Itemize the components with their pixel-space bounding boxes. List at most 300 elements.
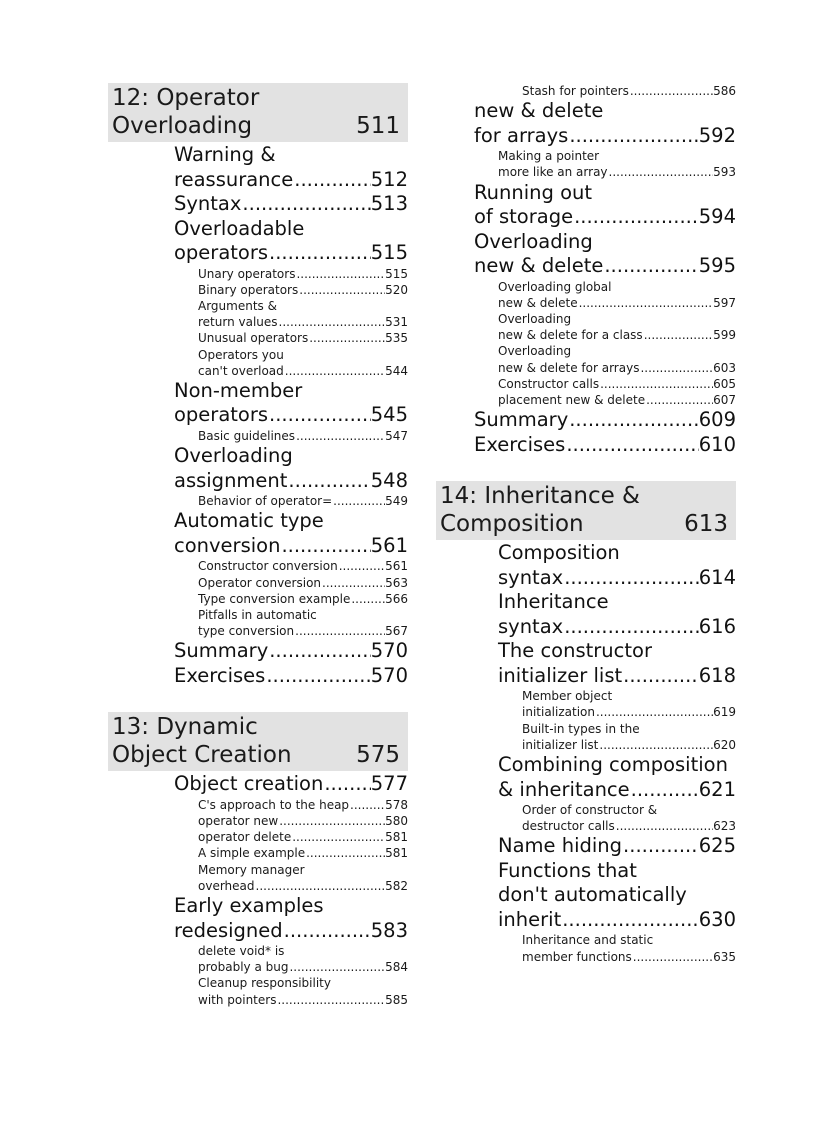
subentry-page: 544 <box>385 363 408 378</box>
subentry-line <box>198 575 408 591</box>
entry-title: for arrays <box>474 123 569 147</box>
toc-subentry <box>474 376 736 392</box>
subentry-title: new & delete <box>498 295 578 310</box>
entry-title-line: Warning & <box>174 143 276 166</box>
subentry-line <box>498 164 736 180</box>
subentry-title-line: Making a pointer <box>498 149 600 164</box>
toc-subentry <box>174 298 408 330</box>
toc-subentry <box>174 266 408 282</box>
subentry-page: 599 <box>713 328 736 343</box>
subentry-page: 582 <box>385 878 408 893</box>
dot-leader <box>598 737 713 753</box>
entry-page: 515 <box>370 241 408 264</box>
toc-entry <box>474 408 736 433</box>
dot-leader <box>288 959 385 975</box>
toc-entry <box>174 772 408 797</box>
subentry-line <box>198 623 408 639</box>
subentry-title-line: Built-in types in the <box>522 721 640 736</box>
subentry-page: 563 <box>385 575 408 590</box>
toc-entry-group <box>474 181 736 230</box>
dot-leader <box>283 919 371 944</box>
dot-leader <box>622 834 699 859</box>
dot-leader <box>568 408 699 433</box>
subentry-title: with pointers <box>198 992 277 1007</box>
entry-line <box>498 664 736 689</box>
chapter-title-line1: 12: Operator <box>112 85 260 111</box>
entry-title: & inheritance <box>498 777 630 801</box>
subentry-line <box>198 282 408 298</box>
toc-subentry <box>498 83 736 99</box>
subentry-page: 635 <box>713 949 736 964</box>
toc-entry <box>474 99 736 148</box>
subentry-title: Behavior of operator= <box>198 494 333 509</box>
entry-title: syntax <box>498 565 564 589</box>
dot-leader <box>639 360 713 376</box>
toc-entry <box>474 230 736 279</box>
entry-line <box>474 433 736 458</box>
entry-page: 625 <box>698 834 736 858</box>
dot-leader <box>332 493 385 509</box>
toc-subentry <box>498 802 736 834</box>
toc-entry <box>174 444 408 493</box>
toc-entry <box>498 541 736 590</box>
subentry-title-line: Pitfalls in automatic <box>198 607 317 622</box>
subentry-title: Binary operators <box>198 282 299 297</box>
entry-title-line: Functions that <box>498 858 637 882</box>
entry-title-line: Running out <box>474 180 593 204</box>
entry-line <box>174 534 408 559</box>
entry-page: 512 <box>370 167 408 191</box>
toc-subentry <box>474 279 736 311</box>
subentry-title-line: Member object <box>522 689 613 704</box>
entry-title-line: Overloading <box>474 229 593 253</box>
toc-subentry <box>174 829 408 845</box>
subentry-title: placement new & delete <box>498 393 646 408</box>
subentry-title: Constructor calls <box>498 376 600 391</box>
entry-page: 583 <box>370 918 408 942</box>
subentry-line <box>198 314 408 330</box>
subentry-title: Type conversion example <box>198 591 351 606</box>
entry-title-line: Non-member <box>174 378 303 402</box>
dot-leader <box>241 192 370 217</box>
entry-title: Name hiding <box>498 834 623 858</box>
subentry-title: initialization <box>522 705 595 720</box>
entry-line <box>174 772 408 797</box>
chapter-title-line1: 13: Dynamic <box>112 714 258 741</box>
entry-page: 610 <box>698 432 736 456</box>
toc-subentry <box>174 607 408 639</box>
chapter-title-line2: Overloading <box>112 113 253 139</box>
subentry-line <box>198 959 408 975</box>
dot-leader <box>268 403 371 428</box>
entry-line <box>498 778 736 803</box>
dot-leader <box>276 992 385 1008</box>
entry-line <box>474 254 736 279</box>
chapter-heading-13 <box>108 712 408 771</box>
subentry-title: overhead <box>198 878 255 893</box>
subentry-title: Unary operators <box>198 266 296 281</box>
entry-title: assignment <box>174 468 288 492</box>
subentry-title: type conversion <box>198 624 295 639</box>
subentry-title: A simple example <box>198 846 306 861</box>
subentry-page: 581 <box>385 830 408 845</box>
subentry-line <box>522 818 736 834</box>
toc-subentry <box>474 148 736 180</box>
subentry-title: Operator conversion <box>198 575 322 590</box>
toc-subentry <box>474 343 736 375</box>
dot-leader <box>323 772 370 797</box>
chapter-12-entries <box>108 143 408 688</box>
toc-subentry <box>474 392 736 408</box>
entry-page: 545 <box>370 403 408 427</box>
entry-title: conversion <box>174 533 281 557</box>
chapter-14-entries <box>436 541 736 965</box>
entry-title-line: The constructor <box>498 639 652 663</box>
entry-title-line: Overloading <box>174 444 293 468</box>
dot-leader <box>599 376 713 392</box>
subentry-page: 605 <box>713 376 736 391</box>
dot-leader <box>265 664 370 689</box>
subentry-title: destructor calls <box>522 819 615 834</box>
toc-subentry <box>174 428 408 444</box>
dot-leader <box>308 330 385 346</box>
dot-leader <box>561 908 699 933</box>
subentry-page: 603 <box>713 360 736 375</box>
entry-page: 592 <box>698 123 736 147</box>
toc-entry-group <box>474 433 736 458</box>
toc-subentry <box>174 975 408 1007</box>
toc-subentry <box>174 845 408 861</box>
toc-subentry <box>174 591 408 607</box>
entry-line <box>474 124 736 149</box>
entry-title: Exercises <box>474 432 566 456</box>
subentry-page: 586 <box>713 84 736 98</box>
chapter-heading-14 <box>436 481 736 540</box>
dot-leader <box>293 168 371 193</box>
chapter-title-line2: Object Creation <box>112 742 292 769</box>
dot-leader <box>284 363 385 379</box>
subentry-page: 547 <box>385 428 408 443</box>
toc-subentry <box>174 862 408 894</box>
subentry-line <box>198 428 408 444</box>
toc-subentry <box>174 813 408 829</box>
subentry-page: 531 <box>385 315 408 330</box>
toc-subentry <box>474 311 736 343</box>
entry-line <box>174 241 408 266</box>
dot-leader <box>578 295 714 311</box>
subentry-title: can't overload <box>198 363 284 378</box>
entry-title: Summary <box>474 408 569 432</box>
entry-title: redesigned <box>174 918 283 942</box>
entry-line <box>474 408 736 433</box>
toc-entry <box>174 217 408 266</box>
dot-leader <box>563 615 699 640</box>
subentry-title-line: Inheritance and static <box>522 933 654 948</box>
entry-line <box>174 469 408 494</box>
subentry-title-line: Memory manager <box>198 862 305 877</box>
dot-leader <box>603 254 698 279</box>
entry-page: 570 <box>370 663 408 687</box>
entry-page: 609 <box>698 408 736 432</box>
chapter-page: 511 <box>356 113 400 139</box>
subentry-line <box>198 493 408 509</box>
dot-leader <box>291 829 385 845</box>
subentry-title-line: Overloading <box>498 312 572 327</box>
toc-subentry <box>498 688 736 720</box>
entry-page: 513 <box>370 192 408 215</box>
entry-title-line: Inheritance <box>498 590 609 614</box>
entry-title: reassurance <box>174 167 294 191</box>
subentry-line <box>498 327 736 343</box>
entry-page: 621 <box>698 777 736 801</box>
subentry-line <box>198 829 408 845</box>
dot-leader <box>280 534 370 559</box>
entry-title: syntax <box>498 614 564 638</box>
entry-line <box>174 192 408 217</box>
subentry-title-line: Operators you <box>198 347 284 362</box>
toc-subentry <box>498 932 736 964</box>
entry-page: 618 <box>698 663 736 687</box>
subentry-page: 581 <box>385 846 408 861</box>
subentry-title: Basic guidelines <box>198 428 296 443</box>
entry-title: Summary <box>174 639 269 663</box>
dot-leader <box>298 282 385 298</box>
toc-entry-group <box>474 230 736 409</box>
chapter-13-entries-continued <box>436 83 736 457</box>
entry-page: 616 <box>698 614 736 638</box>
toc-entry <box>498 859 736 933</box>
dot-leader <box>295 266 385 282</box>
entry-line <box>174 403 408 428</box>
subentry-page: 515 <box>385 266 408 281</box>
dot-leader <box>350 591 385 607</box>
subentry-title-line: Overloading global <box>498 279 612 294</box>
entry-title-line: don't automatically <box>498 883 687 907</box>
entry-line <box>498 615 736 640</box>
entry-line <box>498 908 736 933</box>
entry-title: operators <box>174 403 269 427</box>
toc-subentry <box>174 575 408 591</box>
subentry-line <box>198 363 408 379</box>
subentry-line <box>522 949 736 965</box>
subentry-title: more like an array <box>498 165 608 180</box>
entry-line <box>498 834 736 859</box>
entry-title-line: Automatic type <box>174 509 324 533</box>
dot-leader <box>645 392 713 408</box>
toc-entry <box>498 639 736 688</box>
dot-leader <box>349 797 385 813</box>
subentry-page: 520 <box>385 282 408 297</box>
subentry-title: Constructor conversion <box>198 559 338 574</box>
entry-page: 570 <box>370 639 408 663</box>
entry-title-line: Combining composition <box>498 753 728 777</box>
entry-title: initializer list <box>498 663 623 687</box>
dot-leader <box>573 205 699 230</box>
subentry-title-line: Arguments & <box>198 298 277 313</box>
subentry-line <box>522 83 736 99</box>
dot-leader <box>643 327 713 343</box>
dot-leader <box>287 469 370 494</box>
entry-page: 594 <box>698 205 736 229</box>
toc-entry <box>174 379 408 428</box>
dot-leader <box>278 314 386 330</box>
subentry-title: Unusual operators <box>198 331 309 346</box>
subentry-line <box>198 878 408 894</box>
subentry-title: initializer list <box>522 737 599 752</box>
entry-line <box>174 919 408 944</box>
subentry-line <box>198 813 408 829</box>
toc-entry <box>474 433 736 458</box>
subentry-title-line: Order of constructor & <box>522 803 658 818</box>
subentry-page: 593 <box>713 165 736 180</box>
entry-line <box>498 566 736 591</box>
entry-title-line: new & delete <box>474 99 604 123</box>
subentry-line <box>198 845 408 861</box>
toc-subentry <box>174 493 408 509</box>
toc-column-right <box>436 83 736 965</box>
subentry-title: operator new <box>198 814 279 829</box>
toc-entry-group <box>474 408 736 433</box>
chapter-page: 613 <box>684 511 728 538</box>
dot-leader <box>268 241 371 266</box>
subentry-title: probably a bug <box>198 960 289 975</box>
subentry-title-line: Overloading <box>498 344 572 359</box>
entry-page: 630 <box>698 907 736 931</box>
subentry-line <box>498 392 736 408</box>
dot-leader <box>622 664 699 689</box>
entry-title: operators <box>174 241 269 264</box>
chapter-13-entries <box>108 772 408 1008</box>
subentry-title: member functions <box>522 949 632 964</box>
subentry-page: 597 <box>713 295 736 310</box>
subentry-line <box>198 992 408 1008</box>
subentry-line <box>198 266 408 282</box>
subentry-line <box>198 591 408 607</box>
entry-line <box>174 664 408 689</box>
entry-title: Object creation <box>174 772 324 796</box>
entry-page: 548 <box>370 468 408 492</box>
toc-subentry <box>174 797 408 813</box>
dot-leader <box>294 623 385 639</box>
dot-leader <box>563 566 699 591</box>
entry-title: Syntax <box>174 192 242 215</box>
chapter-heading-12 <box>108 83 408 142</box>
entry-page: 577 <box>370 772 408 796</box>
toc-entry <box>174 192 408 217</box>
toc-entry-group <box>474 99 736 180</box>
dot-leader <box>632 949 713 965</box>
subentry-page: 584 <box>385 960 408 975</box>
toc-entry <box>174 894 408 943</box>
entry-page: 595 <box>698 254 736 278</box>
subentry-page: 561 <box>385 559 408 574</box>
toc-subentry <box>174 347 408 379</box>
chapter-page: 575 <box>356 742 400 769</box>
subentry-page: 580 <box>385 814 408 829</box>
subentry-title: Stash for pointers <box>522 84 629 98</box>
toc-subentry <box>174 330 408 346</box>
dot-leader <box>629 83 713 99</box>
subentry-page: 535 <box>385 331 408 346</box>
subentry-title: operator delete <box>198 830 292 845</box>
dot-leader <box>268 639 371 664</box>
subentry-line <box>198 558 408 574</box>
entry-title: new & delete <box>474 254 604 278</box>
entry-line <box>174 639 408 664</box>
dot-leader <box>608 164 714 180</box>
toc-entry <box>174 664 408 689</box>
subentry-page: 620 <box>713 737 736 752</box>
subentry-title-line: Cleanup responsibility <box>198 976 331 991</box>
dot-leader <box>278 813 385 829</box>
dot-leader <box>615 818 713 834</box>
toc-subentry <box>174 282 408 298</box>
dot-leader <box>630 778 699 803</box>
subentry-page: 567 <box>385 624 408 639</box>
entry-title: of storage <box>474 205 574 229</box>
subentry-page: 619 <box>713 705 736 720</box>
dot-leader <box>295 428 385 444</box>
subentry-title: new & delete for arrays <box>498 360 640 375</box>
subentry-line <box>522 704 736 720</box>
toc-entry <box>174 509 408 558</box>
entry-title-line: Composition <box>498 541 620 565</box>
toc-entry <box>498 753 736 802</box>
subentry-page: 607 <box>713 393 736 408</box>
subentry-title: C's approach to the heap <box>198 797 350 812</box>
subentry-page: 585 <box>385 992 408 1007</box>
dot-leader <box>595 704 713 720</box>
subentry-line <box>522 737 736 753</box>
dot-leader <box>305 845 385 861</box>
entry-line <box>474 205 736 230</box>
toc-entry <box>498 834 736 859</box>
subentry-title: new & delete for a class <box>498 328 643 343</box>
entry-title: inherit <box>498 907 562 931</box>
chapter-title-line2: Composition <box>440 511 584 538</box>
entry-line <box>174 168 408 193</box>
subentry-line <box>498 295 736 311</box>
toc-subentry <box>498 721 736 753</box>
subentry-line <box>498 376 736 392</box>
entry-title-line: Overloadable <box>174 216 305 240</box>
entry-title-line: Early examples <box>174 894 324 918</box>
subentry-line <box>498 360 736 376</box>
dot-leader <box>338 558 385 574</box>
dot-leader <box>255 878 386 894</box>
entry-page: 561 <box>370 533 408 557</box>
dot-leader <box>568 124 698 149</box>
subentry-page: 578 <box>385 797 408 812</box>
toc-entry <box>474 181 736 230</box>
subentry-title-line: delete void* is <box>198 944 285 959</box>
dot-leader <box>565 433 698 458</box>
subentry-line <box>198 330 408 346</box>
toc-column-left <box>108 83 408 1008</box>
toc-subentry <box>174 558 408 574</box>
subentry-title: return values <box>198 315 278 330</box>
toc-entry <box>174 639 408 664</box>
toc-entry <box>174 143 408 192</box>
subentry-page: 623 <box>713 819 736 834</box>
entry-page: 614 <box>698 565 736 589</box>
toc-entry <box>498 590 736 639</box>
entry-title: Exercises <box>174 663 266 687</box>
dot-leader <box>321 575 385 591</box>
subentry-line <box>198 797 408 813</box>
subentry-page: 566 <box>385 591 408 606</box>
chapter-title-line1: 14: Inheritance & <box>440 483 640 510</box>
